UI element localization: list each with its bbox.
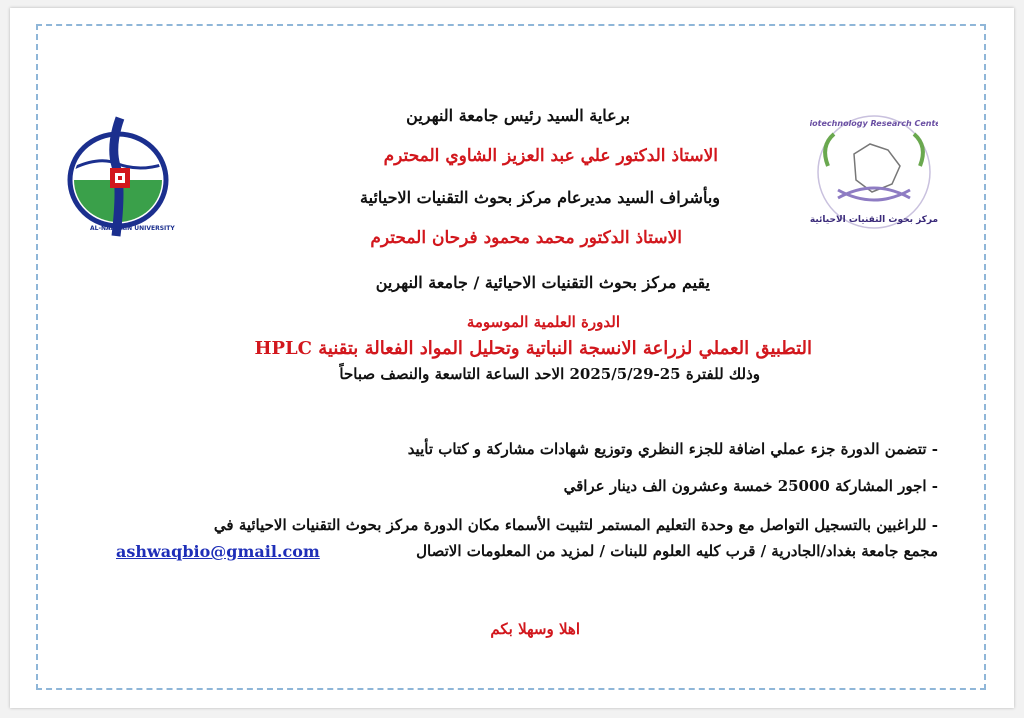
biotechnology-research-center-logo-icon	[810, 106, 938, 240]
email-link[interactable]: ashwaqbio@gmail.com	[116, 542, 320, 561]
svg-text:AL-NAHRAIN UNIVERSITY: AL-NAHRAIN UNIVERSITY	[90, 225, 175, 232]
bullet-location: مجمع جامعة بغداد/الجادرية / قرب كليه العلوم للبنات / لمزيد من المعلومات الاتصال	[416, 542, 938, 560]
svg-text:Biotechnology Research Center: Biotechnology Research Center	[810, 119, 938, 128]
al-nahrain-university-seal-icon	[60, 106, 190, 246]
course-title: التطبيق العملي لزراعة الانسجة النباتية وتحليل المواد الفعالة بتقنية HPLC	[254, 338, 812, 359]
course-date: وذلك للفترة 25-2025/5/29 الاحد الساعة التاسعة والنصف صباحاً	[339, 365, 760, 383]
bullet-content: - تتضمن الدورة جزء عملي اضافة للجزء النظري وتوزيع شهادات مشاركة و كتاب تأييد	[407, 440, 938, 458]
closing-greeting: اهلا وسهلا بكم	[490, 620, 580, 638]
director-name: الاستاذ الدكتور محمد محمود فرحان المحترم	[370, 228, 682, 248]
bullet-fees: - اجور المشاركة 25000 خمسة وعشرون الف دينار عراقي	[563, 477, 938, 495]
organizer-line: يقيم مركز بحوث التقنيات الاحيائية / جامعة النهرين	[375, 273, 710, 292]
document-page	[10, 8, 1014, 708]
course-intro: الدورة العلمية الموسومة	[466, 313, 620, 331]
patronage-line: برعاية السيد رئيس جامعة النهرين	[406, 106, 630, 125]
svg-text:مركز بحوث التقنيات الاحيائية: مركز بحوث التقنيات الاحيائية	[810, 215, 938, 225]
president-name: الاستاذ الدكتور علي عبد العزيز الشاوي المحترم	[383, 146, 718, 166]
bullet-registration: - للراغبين بالتسجيل التواصل مع وحدة التعليم المستمر لتثبيت الأسماء مكان الدورة مركز بحوث التقنيات الاحيائية في	[213, 516, 938, 534]
supervision-line: وبأشراف السيد مديرعام مركز بحوث التقنيات الاحيائية	[360, 188, 720, 207]
